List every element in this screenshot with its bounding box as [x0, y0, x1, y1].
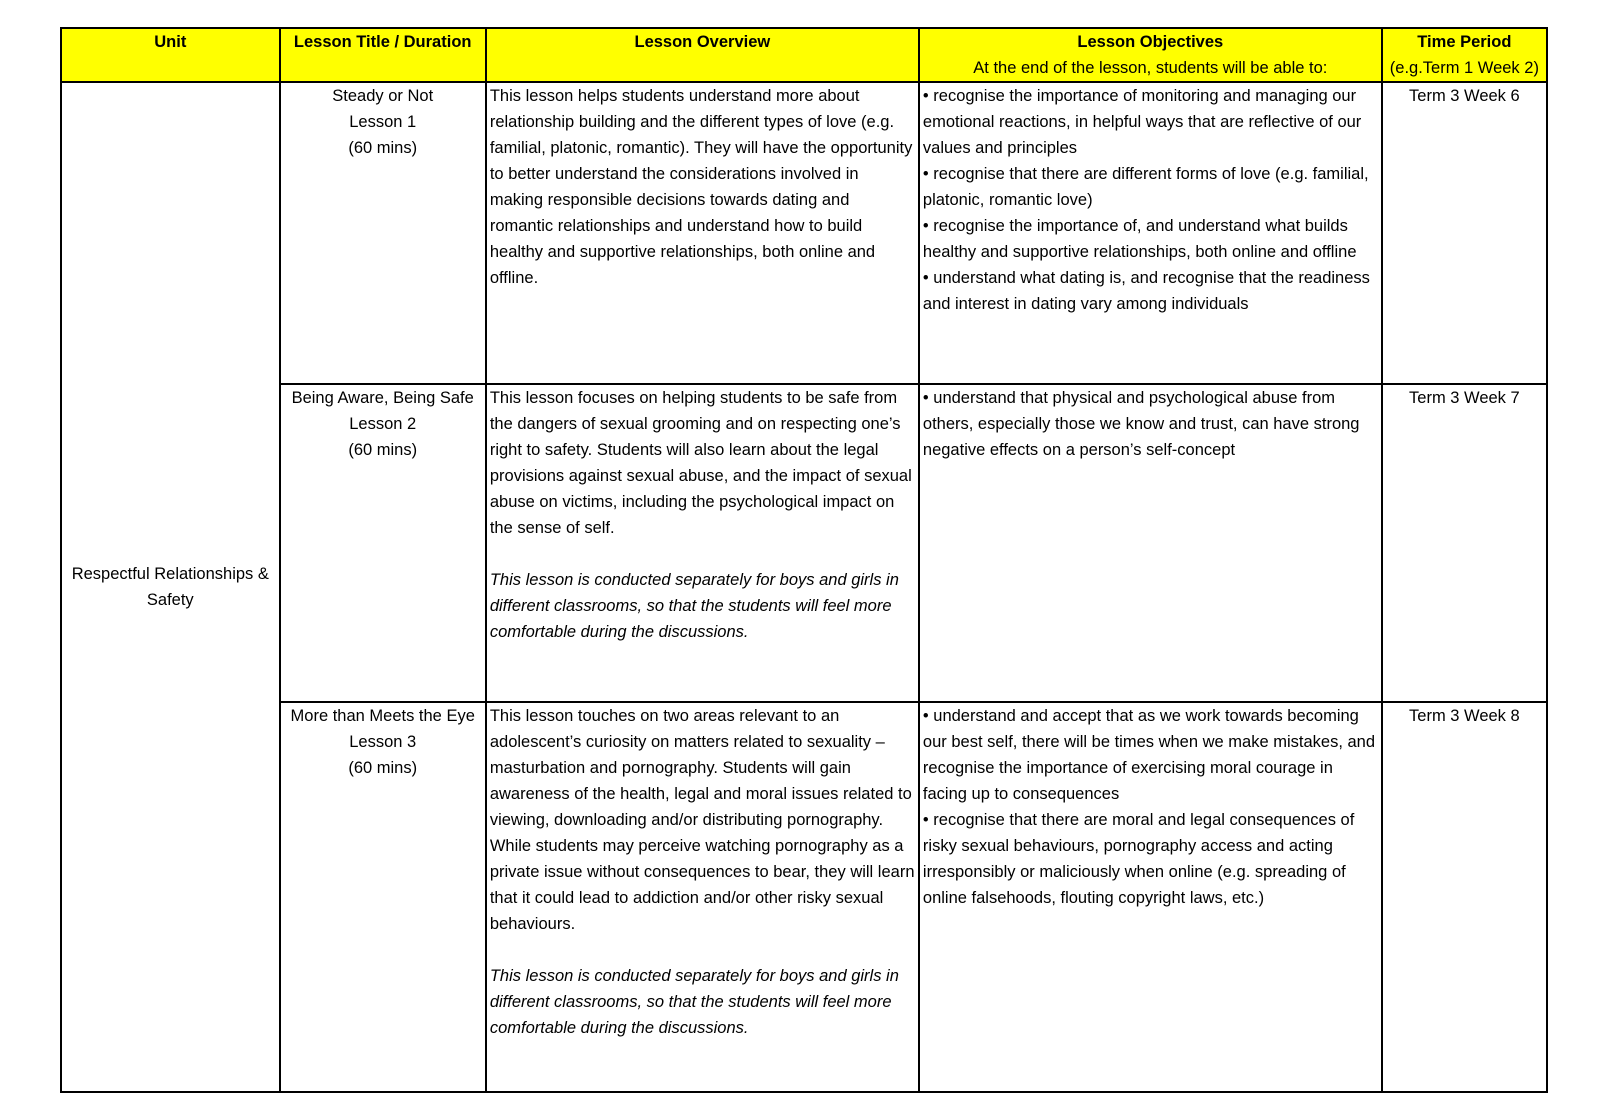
header-period-sub: (e.g.Term 1 Week 2)	[1389, 59, 1539, 77]
lesson-title-cell	[280, 384, 486, 702]
header-row	[61, 28, 1547, 82]
lesson-note: This lesson is conducted separately for boys and girls in different classrooms, so that the students will feel more comfortable during the discussions.	[489, 571, 899, 641]
lesson-overview: This lesson helps students understand more about relationship building and the different types of love (e.g. familial, platonic, romantic). They will have the opportunity to better understand the considerations involved in making responsible decisions towards dating and romantic relationships and understand how to build healthy and supportive relationships, both online and offline.	[489, 87, 913, 287]
lesson-title-cell	[280, 702, 486, 1092]
header-period	[1382, 28, 1547, 82]
unit-cell	[61, 82, 280, 1092]
lesson-period: Term 3 Week 6	[1409, 87, 1520, 105]
lesson-title: Being Aware, Being Safe	[291, 389, 474, 407]
lesson-duration: (60 mins)	[348, 759, 418, 777]
lesson-objectives-cell	[919, 384, 1382, 702]
objective-item: • recognise the importance of monitoring and managing our emotional reactions, in helpful ways that are reflective of our values and principles	[922, 87, 1362, 157]
lesson-objectives-cell	[919, 82, 1382, 384]
lesson-note: This lesson is conducted separately for boys and girls in different classrooms, so that the students will feel more comfortable during the discussions.	[489, 967, 899, 1037]
header-objectives-sub: At the end of the lesson, students will be able to:	[973, 59, 1328, 77]
paragraph-gap	[490, 937, 915, 963]
lesson-overview-cell	[486, 82, 919, 384]
lesson-period-cell	[1382, 384, 1547, 702]
lesson-title: Steady or Not	[332, 87, 434, 105]
objective-item: • recognise that there are moral and legal consequences of risky sexual behaviours, pornography access and acting irresponsibly or maliciously when online (e.g. spreading of online falsehoods, flouting copyright laws, etc.)	[922, 811, 1355, 907]
lesson-period-cell	[1382, 82, 1547, 384]
lesson-period: Term 3 Week 7	[1409, 389, 1520, 407]
objective-item: • understand and accept that as we work towards becoming our best self, there will be times when we make mistakes, and recognise the importance of exercising moral courage in facing up to consequences	[922, 707, 1376, 803]
objective-item: • understand what dating is, and recognise that the readiness and interest in dating vary among individuals	[922, 269, 1370, 313]
lesson-row	[61, 702, 1547, 1092]
lesson-number: Lesson 1	[349, 113, 417, 131]
lesson-period-cell	[1382, 702, 1547, 1092]
header-objectives-label: Lesson Objectives	[1077, 33, 1224, 51]
paragraph-gap	[490, 541, 915, 567]
header-objectives	[919, 28, 1382, 82]
objective-item: • recognise the importance of, and understand what builds healthy and supportive relationships, both online and offline	[922, 217, 1357, 261]
lesson-overview: This lesson touches on two areas relevant to an adolescent’s curiosity on matters related to sexuality – masturbation and pornography. Students will gain awareness of the health, legal and moral issues related to viewing, downloading and/or distributing pornography. While students may perceive watching pornography as a private issue without consequences to bear, they will learn that it could lead to addiction and/or other risky sexual behaviours.	[489, 707, 915, 933]
lesson-plan-table	[60, 27, 1548, 1093]
header-overview: Lesson Overview	[486, 28, 919, 82]
objective-item: • understand that physical and psychological abuse from others, especially those we know and trust, can have strong negative effects on a person’s self-concept	[922, 389, 1360, 459]
lesson-title: More than Meets the Eye	[290, 707, 475, 725]
lesson-duration: (60 mins)	[348, 441, 418, 459]
lesson-objectives-cell	[919, 702, 1382, 1092]
lesson-period: Term 3 Week 8	[1409, 707, 1520, 725]
objective-item: • recognise that there are different forms of love (e.g. familial, platonic, romantic love)	[922, 165, 1369, 209]
lesson-overview: This lesson focuses on helping students to be safe from the dangers of sexual grooming and on respecting one’s right to safety. Students will also learn about the legal provisions against sexual abuse, and the impact of sexual abuse on victims, including the psychological impact on the sense of self.	[489, 389, 912, 537]
lesson-row	[61, 82, 1547, 384]
lesson-number: Lesson 2	[349, 415, 417, 433]
unit-name: Respectful Relationships & Safety	[71, 565, 269, 609]
lesson-overview-cell	[486, 702, 919, 1092]
lesson-number: Lesson 3	[349, 733, 417, 751]
header-title-duration: Lesson Title / Duration	[280, 28, 486, 82]
lesson-row	[61, 384, 1547, 702]
lesson-overview-cell	[486, 384, 919, 702]
lesson-title-cell	[280, 82, 486, 384]
lesson-duration: (60 mins)	[348, 139, 418, 157]
header-unit: Unit	[61, 28, 280, 82]
header-period-label: Time Period	[1417, 33, 1512, 51]
